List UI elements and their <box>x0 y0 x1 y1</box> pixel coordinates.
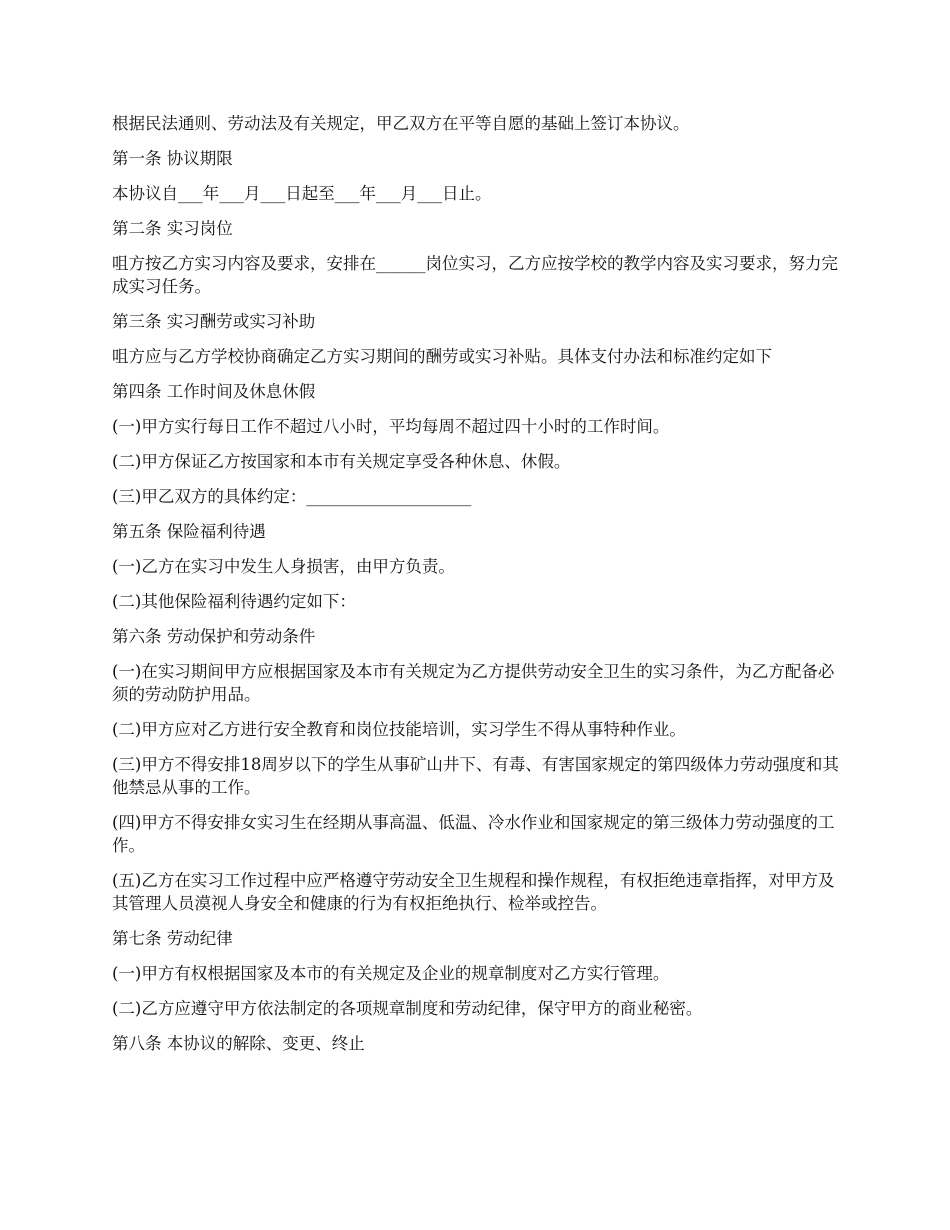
article-1-heading: 第一条 协议期限 <box>112 149 233 168</box>
article-4-heading: 第四条 工作时间及休息休假 <box>112 382 316 401</box>
article-3-heading: 第三条 实习酬劳或实习补助 <box>112 312 316 331</box>
article-8-heading: 第八条 本协议的解除、变更、终止 <box>112 1034 365 1053</box>
article-5-heading: 第五条 保险福利待遇 <box>112 522 266 541</box>
article-7-item-2: (二)乙方应遵守甲方依法制定的各项规章制度和劳动纪律，保守甲方的商业秘密。 <box>112 999 703 1018</box>
article-7-heading: 第七条 劳动纪律 <box>112 929 233 948</box>
article-4-item-1: (一)甲方实行每日工作不超过八小时，平均每周不超过四十小时的工作时间。 <box>112 417 670 436</box>
article-6-item-1: (一)在实习期间甲方应根据国家及本市有关规定为乙方提供劳动安全卫生的实习条件，为乙方配备必须的劳动防护用品。 <box>112 662 835 704</box>
article-5-item-2: (二)其他保险福利待遇约定如下： <box>112 592 356 611</box>
article-7-item-1: (一)甲方有权根据国家及本市的有关规定及企业的规章制度对乙方实行管理。 <box>112 964 670 983</box>
intro-paragraph: 根据民法通则、劳动法及有关规定，甲乙双方在平等自愿的基础上签订本协议。 <box>112 114 690 133</box>
article-6-heading: 第六条 劳动保护和劳动条件 <box>112 627 316 646</box>
document-body <box>112 112 840 1067</box>
article-1-term: 本协议自___年___月___日起至___年___月___日止。 <box>112 184 492 203</box>
article-6-item-5: (五)乙方在实习工作过程中应严格遵守劳动安全卫生规程和操作规程，有权拒绝违章指挥，对甲方及其管理人员漠视人身安全和健康的行为有权拒绝执行、检举或控告。 <box>112 871 835 913</box>
article-4-item-3: (三)甲乙双方的具体约定：____________________ <box>112 487 472 506</box>
article-6-item-3: (三)甲方不得安排18周岁以下的学生从事矿山井下、有毒、有害国家规定的第四级体力劳动强度和其他禁忌从事的工作。 <box>112 755 839 797</box>
article-6-item-2: (二)甲方应对乙方进行安全教育和岗位技能培训，实习学生不得从事特种作业。 <box>112 720 686 739</box>
article-3-text: 咀方应与乙方学校协商确定乙方实习期间的酬劳或实习补贴。具体支付办法和标准约定如下 <box>112 347 772 366</box>
article-6-item-4: (四)甲方不得安排女实习生在经期从事高温、低温、冷水作业和国家规定的第三级体力劳动强度的工作。 <box>112 813 835 855</box>
article-4-item-2: (二)甲方保证乙方按国家和本市有关规定享受各种休息、休假。 <box>112 452 571 471</box>
article-5-item-1: (一)乙方在实习中发生人身损害，由甲方负责。 <box>112 557 455 576</box>
article-2-heading: 第二条 实习岗位 <box>112 219 233 238</box>
article-2-text: 咀方按乙方实习内容及要求，安排在______岗位实习，乙方应按学校的教学内容及实习要求，努力完成实习任务。 <box>112 254 838 296</box>
